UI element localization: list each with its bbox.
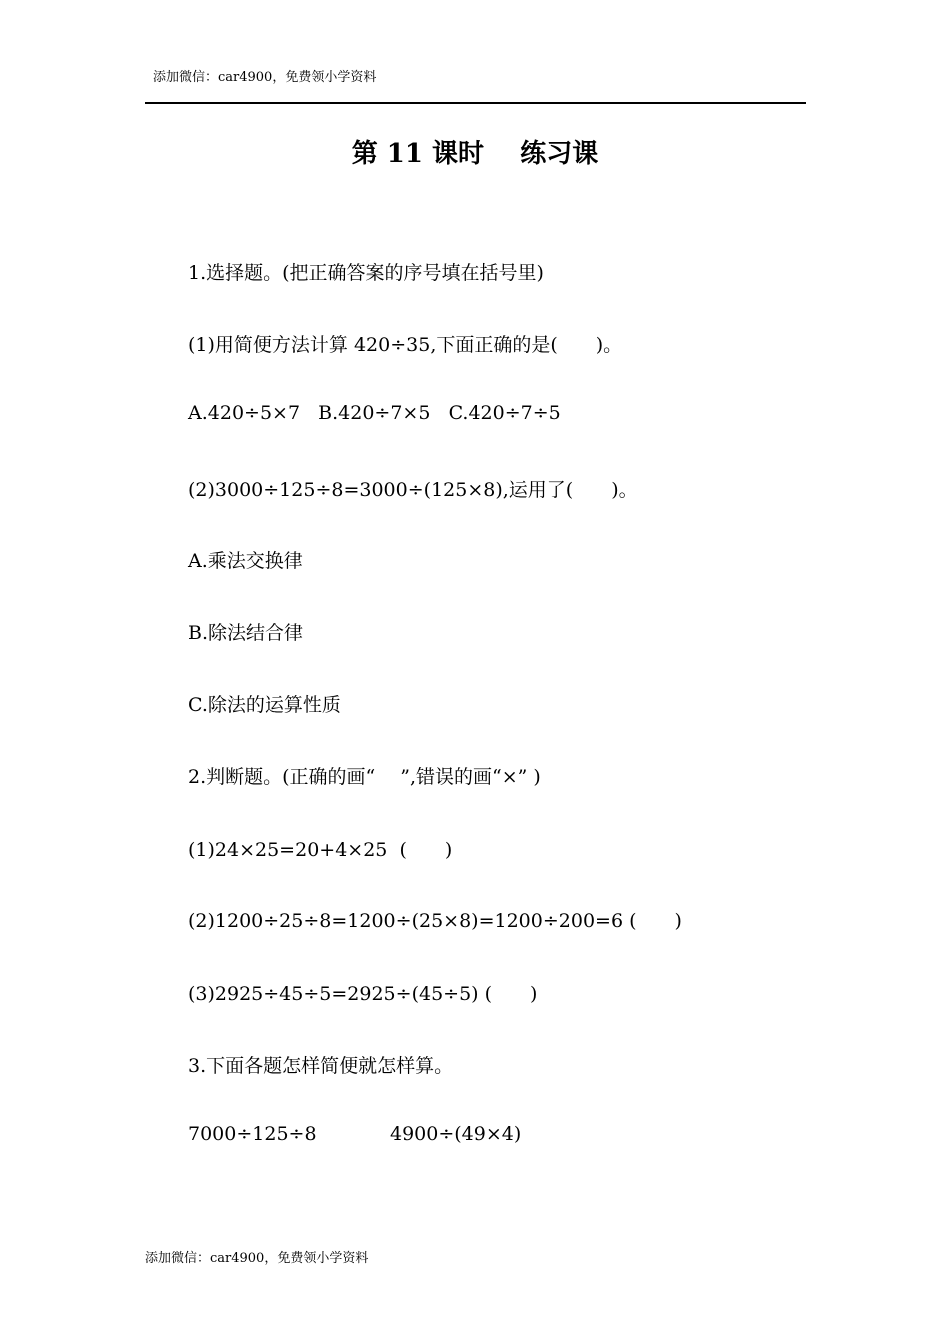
question-2-heading: 2.判断题。(正确的画“ ”,错误的画“×” ) xyxy=(188,766,541,788)
question-2-item-2: (2)1200÷25÷8=1200÷(25×8)=1200÷200=6 ( ) xyxy=(188,910,682,932)
header-watermark-text: 添加微信：car4900，免费领小学资料 xyxy=(153,70,377,85)
question-1-2-option-c: C.除法的运算性质 xyxy=(188,694,341,716)
question-3-expression-2: 4900÷(49×4) xyxy=(390,1123,522,1145)
question-2-item-1: (1)24×25=20+4×25 ( ) xyxy=(188,839,453,861)
question-3-heading: 3.下面各题怎样简便就怎样算。 xyxy=(188,1055,454,1077)
header-divider xyxy=(145,102,806,104)
page-title xyxy=(0,133,950,170)
question-1-1-options: A.420÷5×7 B.420÷7×5 C.420÷7÷5 xyxy=(188,402,561,424)
lesson-number: 第 11 课时 xyxy=(351,139,485,169)
question-1-heading: 1.选择题。(把正确答案的序号填在括号里) xyxy=(188,262,544,284)
question-1-2-option-a: A.乘法交换律 xyxy=(188,550,303,572)
lesson-topic: 练习课 xyxy=(520,139,599,169)
question-2-item-3: (3)2925÷45÷5=2925÷(45÷5) ( ) xyxy=(188,983,538,1005)
footer-watermark-text: 添加微信：car4900，免费领小学资料 xyxy=(145,1251,369,1266)
question-1-1-stem: (1)用简便方法计算 420÷35,下面正确的是( )。 xyxy=(188,334,623,356)
question-3-expression-1: 7000÷125÷8 xyxy=(188,1123,317,1145)
question-1-2-option-b: B.除法结合律 xyxy=(188,622,304,644)
question-1-2-stem: (2)3000÷125÷8=3000÷(125×8),运用了( )。 xyxy=(188,479,638,501)
